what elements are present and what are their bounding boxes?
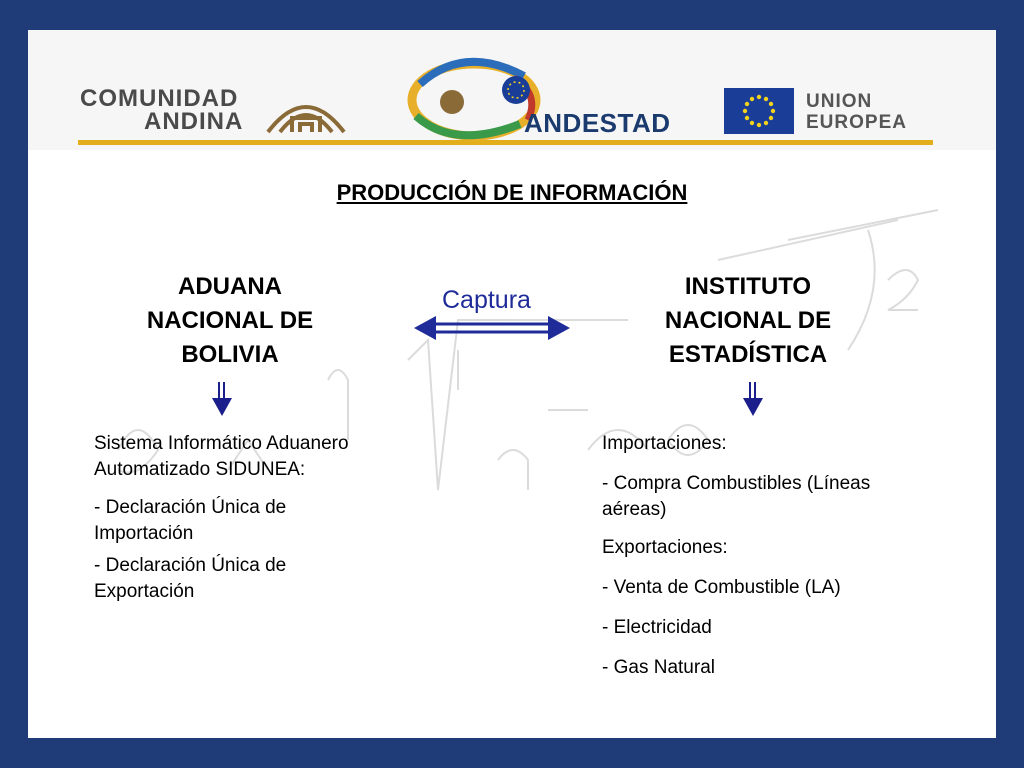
ine-name-line: ESTADÍSTICA: [668, 341, 828, 368]
aduana-intro-line: Sistema Informático Aduanero: [94, 433, 349, 454]
union-text: UNION: [806, 91, 873, 112]
ine-details: [602, 431, 962, 695]
aduana-item-line: Exportación: [94, 581, 195, 602]
eu-flag-icon: [724, 88, 794, 134]
aduana-item-line: - Declaración Única de: [94, 555, 287, 576]
exports-heading: Exportaciones:: [602, 537, 728, 558]
ine-entity: [628, 270, 868, 372]
imports-item: [602, 471, 962, 523]
aduana-item-line: - Declaración Única de: [94, 497, 287, 518]
andina-text: ANDINA: [144, 108, 244, 135]
aduana-intro-line: Automatizado SIDUNEA:: [94, 459, 306, 480]
slide: [28, 30, 996, 738]
imports-heading: Importaciones:: [602, 433, 727, 454]
aduana-name-line: NACIONAL DE: [146, 307, 314, 334]
export-item: - Venta de Combustible (LA): [602, 577, 841, 598]
captura-label: Captura: [442, 286, 531, 314]
aduana-name-line: BOLIVIA: [181, 341, 279, 368]
double-arrow-icon: [412, 314, 572, 342]
ine-name-line: INSTITUTO: [684, 273, 812, 300]
export-item: - Electricidad: [602, 617, 712, 638]
aduana-details: [94, 431, 424, 605]
down-arrow-icon: [210, 382, 234, 418]
ine-name-line: NACIONAL DE: [664, 307, 832, 334]
europea-text: EUROPEA: [806, 112, 907, 133]
imports-item-line: aéreas): [602, 499, 667, 520]
andean-emblem-icon: [264, 92, 348, 134]
export-item: - Gas Natural: [602, 657, 715, 678]
aduana-name-line: ADUANA: [178, 273, 282, 300]
aduana-item-line: Importación: [94, 523, 194, 544]
aduana-entity: [108, 270, 352, 372]
andestad-text: ANDESTAD: [524, 108, 671, 138]
page-title: PRODUCCIÓN DE INFORMACIÓN: [336, 180, 688, 205]
imports-item-line: - Compra Combustibles (Líneas: [602, 473, 871, 494]
down-arrow-icon: [741, 382, 765, 418]
comunidad-text: COMUNIDAD: [80, 85, 239, 112]
